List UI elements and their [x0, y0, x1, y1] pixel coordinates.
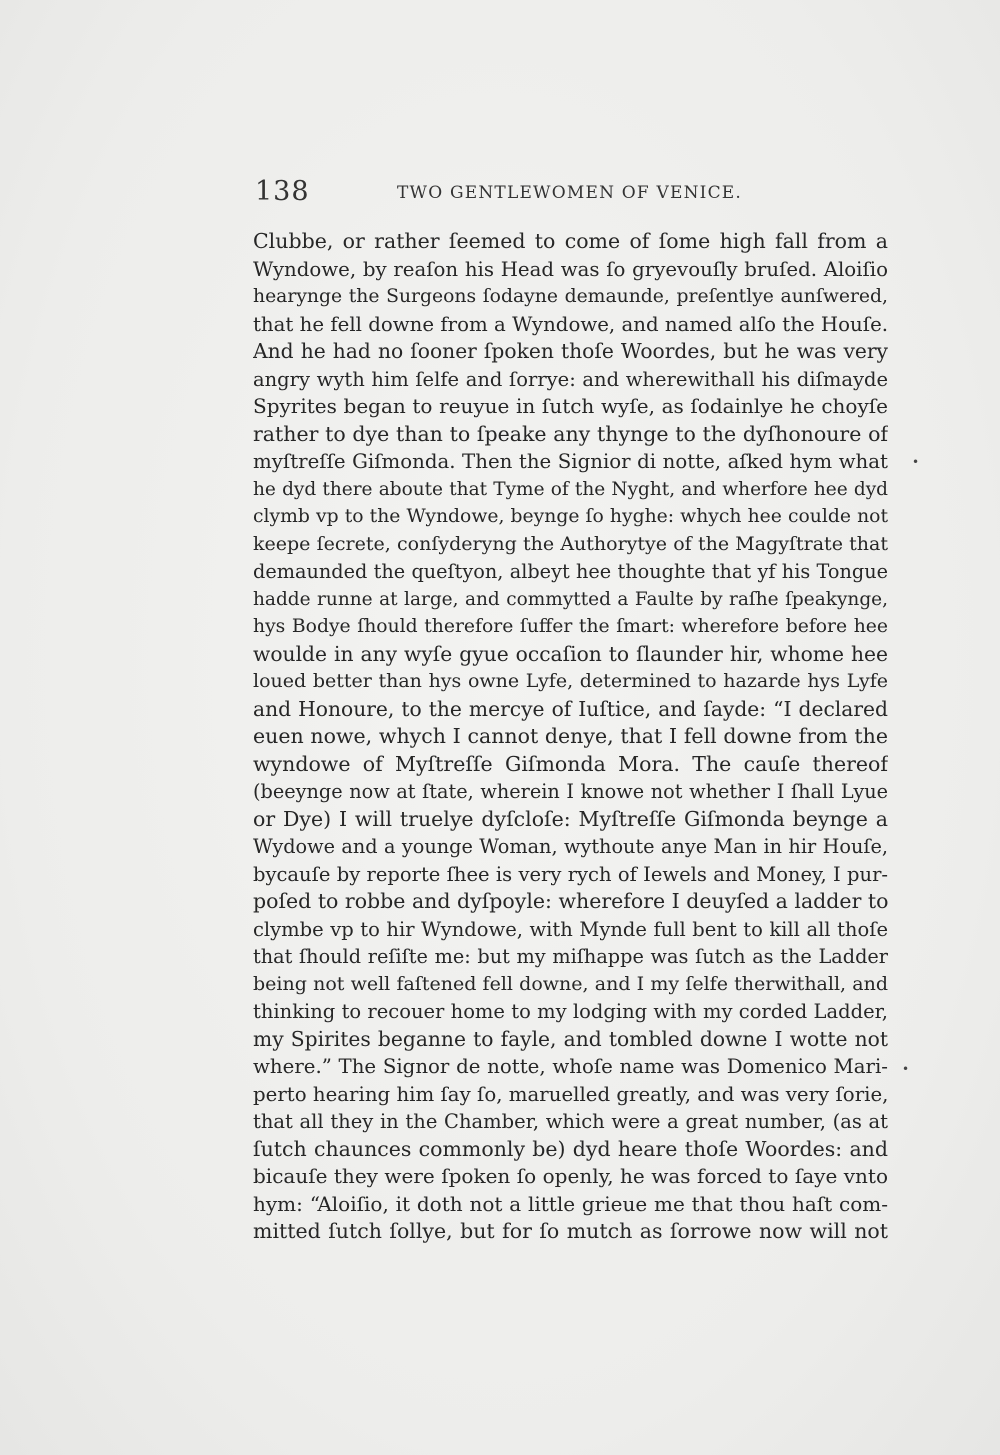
text-line: wyndowe of Myſtreſſe Giſmonda Mora. The cauſe thereof — [253, 751, 888, 776]
text-line: where.” The Signor de notte, whoſe name was Domenico Mari- — [253, 1055, 888, 1078]
text-line: and Honoure, to the mercye of Iuſtice, and ſayde: “I declared — [253, 696, 888, 721]
text-line: loued better than hys owne Lyfe, determined to hazarde hys Lyfe — [253, 670, 888, 692]
text-line: keepe ſecrete, conſyderyng the Authorytye of the Magyſtrate that — [253, 532, 888, 555]
text-line: ſutch chaunces commonly be) dyd heare thoſe Woordes: and — [253, 1136, 888, 1161]
text-line: bycauſe by reporte ſhee is very rych of Iewels and Money, I pur- — [253, 862, 888, 886]
text-line: hys Bodye ſhould therefore ſuffer the ſmart: wherefore before hee — [253, 616, 888, 637]
text-line: rather to dye than to ſpeake any thynge to the dyſhonoure of — [253, 421, 888, 446]
text-line: hearynge the Surgeons ſodayne demaunde, preſentlye aunſwered, — [253, 286, 888, 307]
text-line: myſtreſſe Giſmonda. Then the Signior di notte, aſked hym what — [253, 450, 888, 473]
text-line: demaunded the queſtyon, albeyt hee thoughte that yf his Tongue — [253, 560, 888, 583]
text-line: clymbe vp to hir Wyndowe, with Mynde full bent to kill all thoſe — [253, 917, 888, 941]
text-line: Clubbe, or rather ſeemed to come of ſome high fall from a — [253, 229, 888, 253]
body-text — [253, 228, 888, 1246]
text-line: euen nowe, whych I cannot denye, that I fell downe from the — [253, 724, 888, 748]
text-line: perto hearing him ſay ſo, maruelled greatly, and was very ſorie, — [253, 1082, 888, 1106]
text-line: angry wyth him ſelfe and ſorrye: and wherewithall his diſmayde — [253, 367, 888, 391]
text-line: that ſhould reſiſte me: but my miſhappe was ſutch as the Ladder — [253, 945, 888, 968]
text-line: Spyrites began to reuyue in ſutch wyſe, as ſodainlye he choyſe — [253, 394, 888, 418]
text-line: he dyd there aboute that Tyme of the Nyght, and wherfore hee dyd — [253, 478, 888, 500]
margin-mark-dot: • — [902, 1062, 910, 1076]
text-line: thinking to recouer home to my lodging with my corded Ladder, — [253, 1000, 888, 1023]
running-head: TWO GENTLEWOMEN OF VENICE. — [397, 183, 742, 203]
text-line: Wydowe and a younge Woman, wythoute anye Man in hir Houſe, — [253, 835, 888, 858]
text-line: Wyndowe, by reaſon his Head was ſo gryevouſly bruſed. Aloiſio — [253, 257, 888, 281]
text-line: bicauſe they were ſpoken ſo openly, he was forced to ſaye vnto — [253, 1164, 888, 1188]
text-line: (beeynge now at ſtate, wherein I knowe not whether I ſhall Lyue — [253, 780, 888, 803]
text-line: being not well faſtened fell downe, and I my ſelfe therwithall, and — [253, 972, 888, 995]
text-line: or Dye) I will truelye dyſcloſe: Myſtreſſe Giſmonda beynge a — [253, 806, 888, 831]
page-header — [255, 176, 885, 208]
text-line: woulde in any wyſe gyue occaſion to ſlaunder hir, whome hee — [253, 641, 888, 666]
text-line: clymb vp to the Wyndowe, beynge ſo hyghe: whych hee coulde not — [253, 506, 888, 527]
margin-mark-dot: • — [912, 455, 920, 469]
page-number: 138 — [255, 176, 310, 207]
text-line: And he had no ſooner ſpoken thoſe Woordes, but he was very — [253, 339, 888, 363]
text-line: that he fell downe from a Wyndowe, and named alſo the Houſe. — [253, 312, 888, 336]
text-line: hym: “Aloiſio, it doth not a little grieue me that thou haſt com- — [253, 1191, 888, 1216]
text-line: mitted ſutch ſollye, but for ſo mutch as ſorrowe now will not — [253, 1219, 888, 1243]
text-line: hadde runne at large, and commytted a Faulte by raſhe ſpeakynge, — [253, 588, 888, 610]
text-line: my Spirites beganne to fayle, and tombled downe I wotte not — [253, 1026, 888, 1051]
text-line: that all they in the Chamber, which were a great number, (as at — [253, 1110, 888, 1133]
text-line: poſed to robbe and dyſpoyle: wherefore I deuyſed a ladder to — [253, 889, 888, 913]
